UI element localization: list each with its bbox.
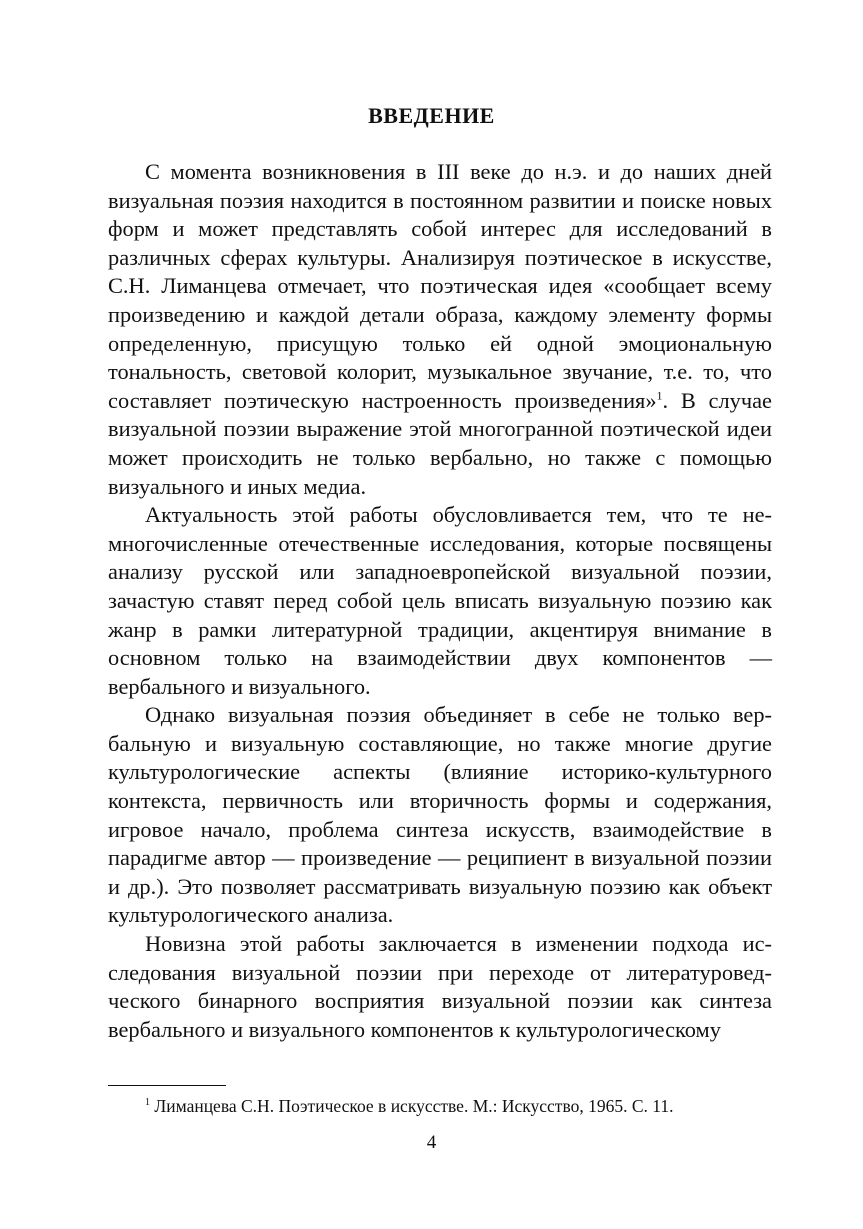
body-text <box>108 158 772 1044</box>
paragraph-1 <box>108 158 772 501</box>
footnote-reference: 1 <box>656 388 663 403</box>
paragraph-4: Новизна этой работы заключается в изменении подхода исследования визуальной поэзии при переходе от литературоведческого бинарного восприятия визуальной поэзии как синтеза вербального и визуального компонентов к культурологическому <box>108 931 772 1042</box>
page-number: 4 <box>426 1132 437 1153</box>
page-title: ВВЕДЕНИЕ <box>368 103 495 128</box>
paragraph-1-text-continued: . В случае визуальной поэзии выражение этой многогранной поэтической идеи может происходить не только вербально, но также с помощью визуального и иных медиа. <box>108 387 772 499</box>
paragraph-3: Однако визуальная поэзия объединяет в себе не только вербальную и визуальную составляющие, но также многие другие культурологические аспекты (влияние историко-культурного контекста, первичность или вторичность формы и содержания, игровое начало, проблема синтеза искусств, взаимодействие в парадигме автор — произведение — реципиент в визуальной поэзии и др.). Это позволяет рассматривать визуальную поэзию как объект культурологического анализа. <box>108 702 772 928</box>
paragraph-1-text: С момента возникновения в III веке до н.э. и до наших дней визуальная поэзия находится в постоянном развитии и поиске новых форм и может представлять собой интерес для исследований в различных сферах культуры. Анализируя поэтическое в искусстве, С.Н. Лиманцева отмечает, что поэтическая идея «сообщает всему произведению и каждой детали образа, каждому элементу формы определенную, присущую только ей одной эмоциональную тональность, световой колорит, музыкальное звучание, т.е. то, что составляет поэтическую настроенность произведения» <box>108 159 772 413</box>
footnote <box>108 1094 772 1118</box>
footnote-divider <box>108 1085 226 1086</box>
footnote-text: Лиманцева С.Н. Поэтическое в искусстве. М.: Искусство, 1965. С. 11. <box>154 1096 674 1116</box>
paragraph-2: Актуальность этой работы обусловливается тем, что те немногочисленные отечественные исследования, которые посвящены анализу русской или западноевропейской визуальной поэзии, зачастую ставят перед собой цель вписать визуальную поэзию как жанр в рамки литературной традиции, акцентируя внимание в основном только на взаимодействии двух компонентов — вербального и визуального. <box>108 502 772 699</box>
footnote-marker: 1 <box>145 1097 150 1109</box>
